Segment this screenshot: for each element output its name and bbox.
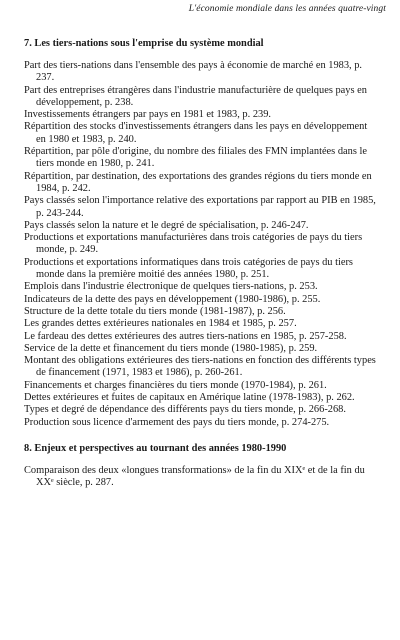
list-item: Part des entreprises étrangères dans l'industrie manufacturière de quelques pays en développement, p. 238. — [24, 84, 367, 108]
section-title-7: 7. Les tiers-nations sous l'emprise du système mondial — [24, 38, 264, 49]
list-item: Financements et charges financières du tiers monde (1970-1984), p. 261. — [24, 379, 327, 391]
list-item: Types et degré de dépendance des différents pays du tiers monde, p. 266-268. — [24, 404, 346, 416]
list-item: Indicateurs de la dette des pays en développement (1980-1986), p. 255. — [24, 293, 321, 305]
running-head: L'économie mondiale dans les années quatre-vingt — [188, 4, 386, 14]
list-item: Répartition des stocks d'investissements étrangers dans les pays en développement en 1980 et 1983, p. 240. — [24, 121, 368, 145]
list-item: Emplois dans l'industrie électronique de quelques tiers-nations, p. 253. — [24, 281, 318, 293]
list-item: Le fardeau des dettes extérieures des autres tiers-nations en 1985, p. 257-258. — [24, 330, 347, 342]
page-content — [24, 38, 376, 490]
section-8-list — [24, 465, 376, 490]
list-item: Investissements étrangers par pays en 1981 et 1983, p. 239. — [24, 109, 272, 121]
section-title-8: 8. Enjeux et perspectives au tournant des années 1980-1990 — [24, 442, 287, 454]
list-item: Productions et exportations informatiques dans trois catégories de pays du tiers monde dans la première moitié des années 1980, p. 251. — [24, 256, 353, 281]
list-item: Structure de la dette totale du tiers monde (1981-1987), p. 256. — [24, 305, 286, 317]
list-item: Pays classés selon la nature et le degré de spécialisation, p. 246-247. — [24, 219, 309, 231]
list-item: Production sous licence d'armement des pays du tiers monde, p. 274-275. — [24, 416, 330, 428]
list-item: Comparaison des deux «longues transformations» de la fin du XIXᵉ et de la fin du XXᵉ siècle, p. 287. — [24, 464, 365, 489]
section-7-list — [24, 60, 376, 429]
list-item: Répartition, par pôle d'origine, du nombre des filiales des FMN implantées dans le tiers monde en 1980, p. 241. — [24, 146, 367, 170]
list-item: Dettes extérieures et fuites de capitaux en Amérique latine (1978-1983), p. 262. — [24, 392, 355, 404]
list-item: Répartition, par destination, des exportations des grandes régions du tiers monde en 1984, p. 242. — [24, 170, 372, 194]
list-item: Service de la dette et financement du tiers monde (1980-1985), p. 259. — [24, 342, 318, 354]
list-item: Montant des obligations extérieures des tiers-nations en fonction des différents types de financement (1971, 1983 et 1986), p. 260-261. — [24, 355, 376, 379]
list-item: Part des tiers-nations dans l'ensemble des pays à économie de marché en 1983, p. 237. — [24, 60, 363, 84]
list-item: Pays classés selon l'importance relative des exportations par rapport au PIB en 1985, p. 243-244. — [24, 195, 376, 219]
list-item: Productions et exportations manufacturières dans trois catégories de pays du tiers monde, p. 249. — [24, 232, 363, 256]
list-item: Les grandes dettes extérieures nationales en 1984 et 1985, p. 257. — [24, 318, 297, 330]
